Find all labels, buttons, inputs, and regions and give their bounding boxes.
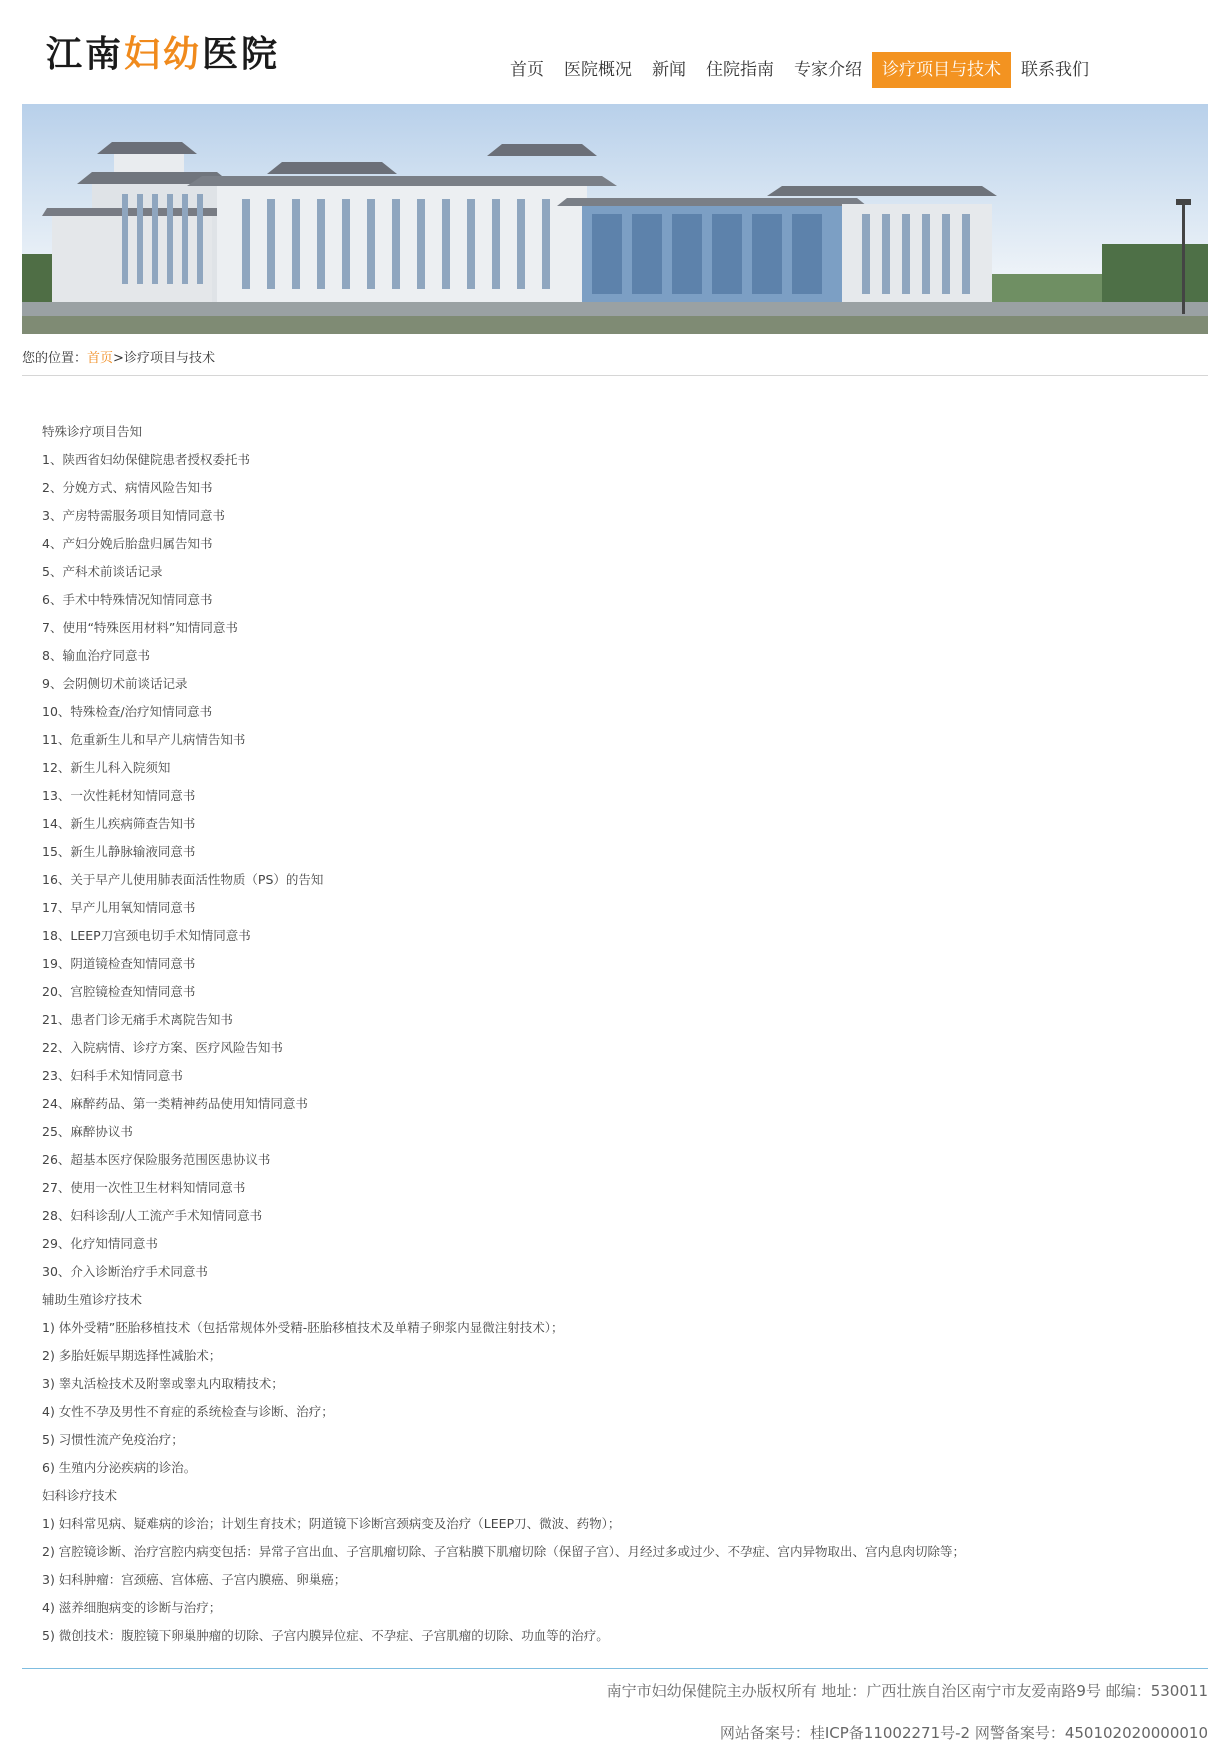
content-line: 12、新生儿科入院须知	[42, 760, 171, 775]
breadcrumb-separator: >	[113, 351, 124, 366]
breadcrumb	[22, 347, 215, 366]
content-line: 特殊诊疗项目告知	[42, 424, 143, 439]
content-line: 4、产妇分娩后胎盘归属告知书	[42, 536, 213, 551]
content-line: 2) 宫腔镜诊断、治疗宫腔内病变包括：异常子宫出血、子宫肌瘤切除、子宫粘膜下肌瘤切除（保留子宫）、月经过多或过少、不孕症、宫内异物取出、宫内息肉切除等；	[42, 1544, 966, 1559]
footer-icp: 网站备案号：桂ICP备11002271号-2 网警备案号：450102020000010	[719, 1724, 1208, 1742]
content-line: 19、阴道镜检查知情同意书	[42, 956, 196, 971]
content-line: 13、一次性耗材知情同意书	[42, 788, 196, 803]
content-line: 18、LEEP刀宫颈电切手术知情同意书	[42, 928, 251, 943]
content-line: 5、产科术前谈话记录	[42, 564, 163, 579]
content-line: 11、危重新生儿和早产儿病情告知书	[42, 732, 246, 747]
content-line: 2) 多胎妊娠早期选择性减胎术；	[42, 1348, 222, 1363]
nav-item[interactable]: 诊疗项目与技术	[872, 52, 1011, 88]
content-line: 25、麻醉协议书	[42, 1124, 133, 1139]
content-line: 15、新生儿静脉输液同意书	[42, 844, 196, 859]
nav-item[interactable]: 新闻	[652, 60, 686, 80]
content-line: 16、关于早产儿使用肺表面活性物质（PS）的告知	[42, 872, 324, 887]
site-logo[interactable]	[46, 26, 280, 77]
breadcrumb-prefix: 您的位置：	[22, 351, 88, 366]
divider	[22, 375, 1208, 376]
content-line: 30、介入诊断治疗手术同意书	[42, 1264, 208, 1279]
content-line: 14、新生儿疾病筛查告知书	[42, 816, 196, 831]
content-line: 17、早产儿用氧知情同意书	[42, 900, 196, 915]
content-line: 10、特殊检查/治疗知情同意书	[42, 704, 213, 719]
content-line: 5) 习惯性流产免疫治疗；	[42, 1432, 184, 1447]
hospital-banner-image	[22, 104, 1208, 334]
logo-text-accent: 妇幼	[124, 33, 203, 75]
content-line: 1) 妇科常见病、疑难病的诊治；计划生育技术；阴道镜下诊断宫颈病变及治疗（LEEP刀、微波、药物）；	[42, 1516, 621, 1531]
nav-item[interactable]: 住院指南	[706, 60, 774, 80]
content-line: 22、入院病情、诊疗方案、医疗风险告知书	[42, 1040, 283, 1055]
main-nav	[500, 52, 1099, 88]
content-line: 辅助生殖诊疗技术	[42, 1292, 143, 1307]
content-line: 6) 生殖内分泌疾病的诊治。	[42, 1460, 197, 1475]
content-line: 8、输血治疗同意书	[42, 648, 150, 663]
content-line: 21、患者门诊无痛手术离院告知书	[42, 1012, 233, 1027]
footer-copyright: 南宁市妇幼保健院主办版权所有 地址：广西壮族自治区南宁市友爱南路9号 邮编：530011	[606, 1682, 1208, 1700]
content-line: 5) 微创技术：腹腔镜下卵巢肿瘤的切除、子宫内膜异位症、不孕症、子宫肌瘤的切除、功血等的治疗。	[42, 1628, 609, 1643]
content-line: 6、手术中特殊情况知情同意书	[42, 592, 213, 607]
logo-text-1: 江南	[46, 33, 125, 75]
content-line: 1) 体外受精”胚胎移植技术（包括常规体外受精-胚胎移植技术及单精子卵浆内显微注射技术）；	[42, 1320, 564, 1335]
content-line: 20、宫腔镜检查知情同意书	[42, 984, 196, 999]
article-content	[42, 418, 1202, 1650]
content-line: 28、妇科诊刮/人工流产手术知情同意书	[42, 1208, 263, 1223]
content-line: 妇科诊疗技术	[42, 1488, 118, 1503]
content-line: 3) 妇科肿瘤：宫颈癌、宫体癌、子宫内膜癌、卵巢癌；	[42, 1572, 347, 1587]
nav-item[interactable]: 联系我们	[1021, 60, 1089, 80]
content-line: 4) 女性不孕及男性不育症的系统检查与诊断、治疗；	[42, 1404, 334, 1419]
content-line: 3) 睾丸活检技术及附睾或睾丸内取精技术；	[42, 1376, 284, 1391]
footer-divider	[22, 1668, 1208, 1669]
nav-item[interactable]: 医院概况	[564, 60, 632, 80]
logo-text-2: 医院	[202, 33, 281, 75]
content-line: 3、产房特需服务项目知情同意书	[42, 508, 225, 523]
content-line: 26、超基本医疗保险服务范围医患协议书	[42, 1152, 271, 1167]
content-line: 2、分娩方式、病情风险告知书	[42, 480, 213, 495]
content-line: 1、陕西省妇幼保健院患者授权委托书	[42, 452, 250, 467]
content-line: 9、会阴侧切术前谈话记录	[42, 676, 188, 691]
content-line: 29、化疗知情同意书	[42, 1236, 158, 1251]
content-line: 23、妇科手术知情同意书	[42, 1068, 183, 1083]
breadcrumb-current: 诊疗项目与技术	[123, 351, 215, 366]
site-header	[0, 0, 1230, 104]
content-line: 4) 滋养细胞病变的诊断与治疗；	[42, 1600, 222, 1615]
content-line: 27、使用一次性卫生材料知情同意书	[42, 1180, 246, 1195]
nav-item[interactable]: 专家介绍	[794, 60, 862, 80]
breadcrumb-home-link[interactable]: 首页	[87, 351, 114, 366]
content-line: 24、麻醉药品、第一类精神药品使用知情同意书	[42, 1096, 308, 1111]
content-line: 7、使用“特殊医用材料”知情同意书	[42, 620, 238, 635]
nav-item[interactable]: 首页	[510, 60, 544, 80]
